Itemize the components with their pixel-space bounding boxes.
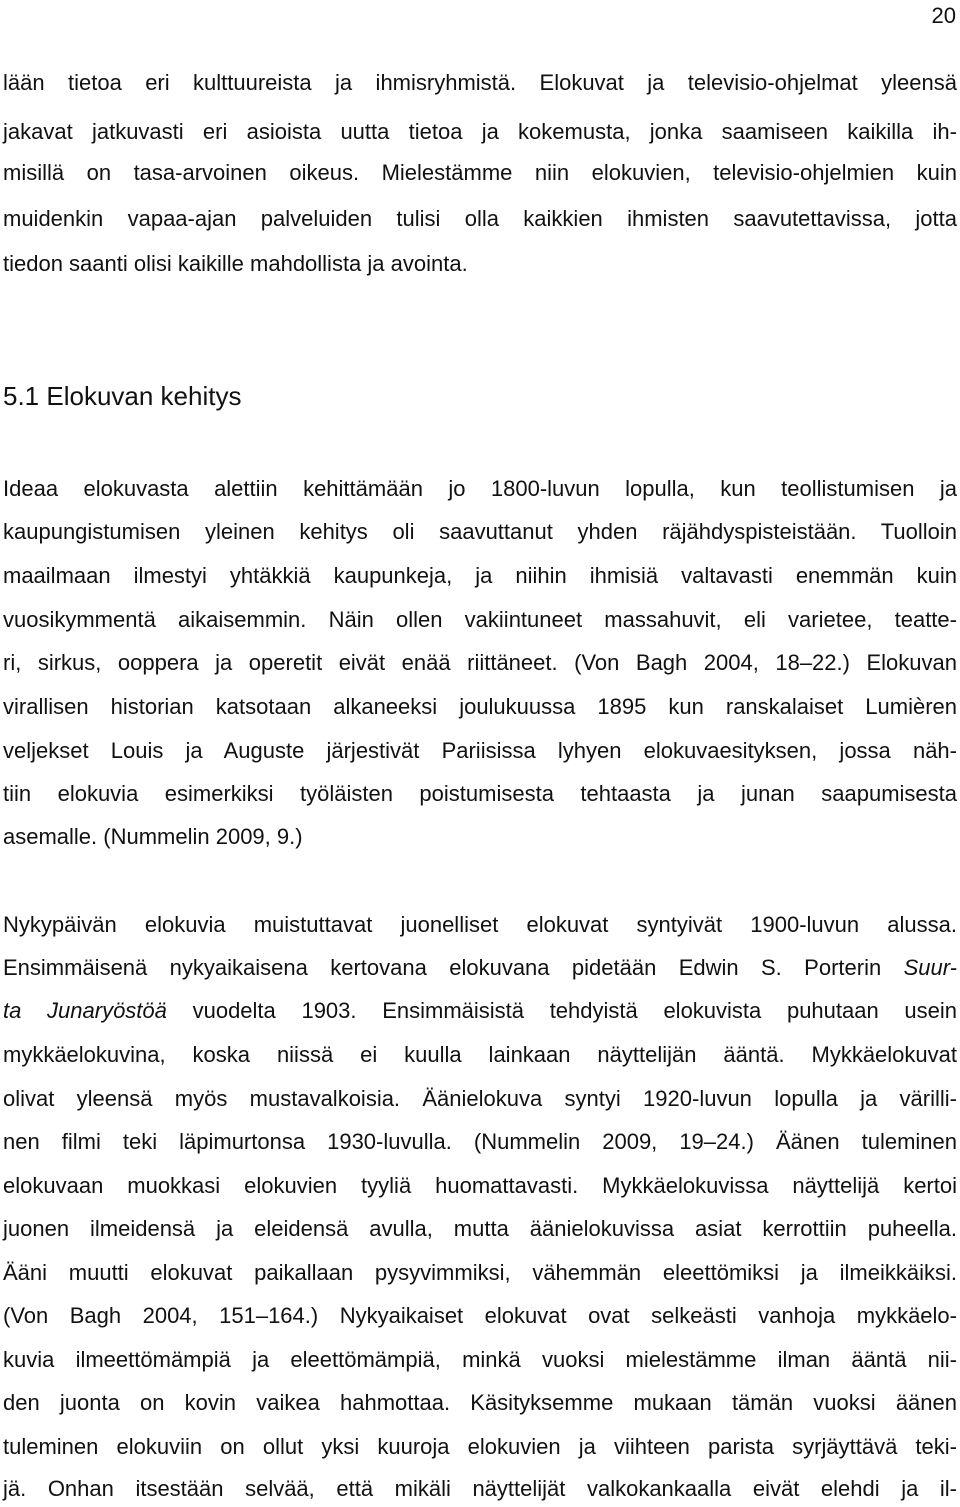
paragraph-line: olivat yleensä myös mustavalkoisia. Äänielokuva syntyi 1920-luvun lopulla ja värilli- xyxy=(3,1086,957,1111)
paragraph-line xyxy=(3,996,957,1026)
paragraph-line: muidenkin vapaa-ajan palveluiden tulisi olla kaikkien ihmisten saavutettavissa, jotta xyxy=(3,206,957,231)
paragraph-line: Ääni muutti elokuvat paikallaan pysyvimmiksi, vähemmän eleettömiksi ja ilmeikkäiksi. xyxy=(3,1260,957,1285)
paragraph-line: maailmaan ilmestyi yhtäkkiä kaupunkeja, ja niihin ihmisiä valtavasti enemmän kuin xyxy=(3,563,957,588)
section-heading: 5.1 Elokuvan kehitys xyxy=(3,381,242,411)
paragraph-line: Ideaa elokuvasta alettiin kehittämään jo 1800-luvun lopulla, kun teollistumisen ja xyxy=(3,476,957,501)
paragraph-line: tiin elokuvia esimerkiksi työläisten poistumisesta tehtaasta ja junan saapumisesta xyxy=(3,781,957,806)
paragraph-line: virallisen historian katsotaan alkaneeksi joulukuussa 1895 kun ranskalaiset Lumièren xyxy=(3,694,957,719)
paragraph-line: vuosikymmentä aikaisemmin. Näin ollen vakiintuneet massahuvit, eli varietee, teatte- xyxy=(3,607,957,632)
film-title-italic: Suur- xyxy=(903,955,957,980)
paragraph-text: Ensimmäisenä nykyaikaisena kertovana elokuvana pidetään Edwin S. Porterin xyxy=(3,955,882,980)
paragraph-text: vuodelta 1903. Ensimmäisistä tehdyistä elokuvista puhutaan usein xyxy=(192,998,957,1023)
paragraph-line: tuleminen elokuviin on ollut yksi kuuroja elokuvien ja viihteen parista syrjäyttävä teki- xyxy=(3,1434,957,1459)
paragraph-line: ri, sirkus, ooppera ja operetit eivät enää riittäneet. (Von Bagh 2004, 18–22.) Elokuvan xyxy=(3,650,957,675)
paragraph-line xyxy=(3,953,957,983)
page-number: 20 xyxy=(931,3,956,28)
paragraph-line: den juonta on kovin vaikea hahmottaa. Käsityksemme mukaan tämän vuoksi äänen xyxy=(3,1390,957,1415)
paragraph-line: (Von Bagh 2004, 151–164.) Nykyaikaiset elokuvat ovat selkeästi vanhoja mykkäelo- xyxy=(3,1303,957,1328)
film-title-italic: ta Junaryöstöä xyxy=(3,998,167,1023)
paragraph-line: mykkäelokuvina, koska niissä ei kuulla lainkaan näyttelijän ääntä. Mykkäelokuvat xyxy=(3,1042,957,1067)
paragraph-line: kaupungistumisen yleinen kehitys oli saavuttanut yhden räjähdyspisteistään. Tuolloin xyxy=(3,519,957,544)
paragraph-line: misillä on tasa-arvoinen oikeus. Mielestämme niin elokuvien, televisio-ohjelmien kuin xyxy=(3,160,957,185)
paragraph-line: lään tietoa eri kulttuureista ja ihmisryhmistä. Elokuvat ja televisio-ohjelmat yleensä xyxy=(3,70,957,95)
paragraph-line: Nykypäivän elokuvia muistuttavat juonelliset elokuvat syntyivät 1900-luvun alussa. xyxy=(3,912,957,937)
paragraph-line: jä. Onhan itsestään selvää, että mikäli näyttelijät valkokankaalla eivät elehdi ja il- xyxy=(3,1476,957,1501)
paragraph-line: nen filmi teki läpimurtonsa 1930-luvulla. (Nummelin 2009, 19–24.) Äänen tuleminen xyxy=(3,1129,957,1154)
paragraph-line: juonen ilmeidensä ja eleidensä avulla, mutta äänielokuvissa asiat kerrottiin puheella. xyxy=(3,1216,957,1241)
paragraph-line: kuvia ilmeettömämpiä ja eleettömämpiä, minkä vuoksi mielestämme ilman ääntä nii- xyxy=(3,1347,957,1372)
paragraph-line: elokuvaan muokkasi elokuvien tyyliä huomattavasti. Mykkäelokuvissa näyttelijä kertoi xyxy=(3,1173,957,1198)
paragraph-line: tiedon saanti olisi kaikille mahdollista ja avointa. xyxy=(3,251,468,276)
paragraph-line: asemalle. (Nummelin 2009, 9.) xyxy=(3,824,303,849)
paragraph-line: jakavat jatkuvasti eri asioista uutta tietoa ja kokemusta, jonka saamiseen kaikilla ih- xyxy=(3,119,957,144)
paragraph-line: veljekset Louis ja Auguste järjestivät Pariisissa lyhyen elokuvaesityksen, jossa näh- xyxy=(3,738,957,763)
